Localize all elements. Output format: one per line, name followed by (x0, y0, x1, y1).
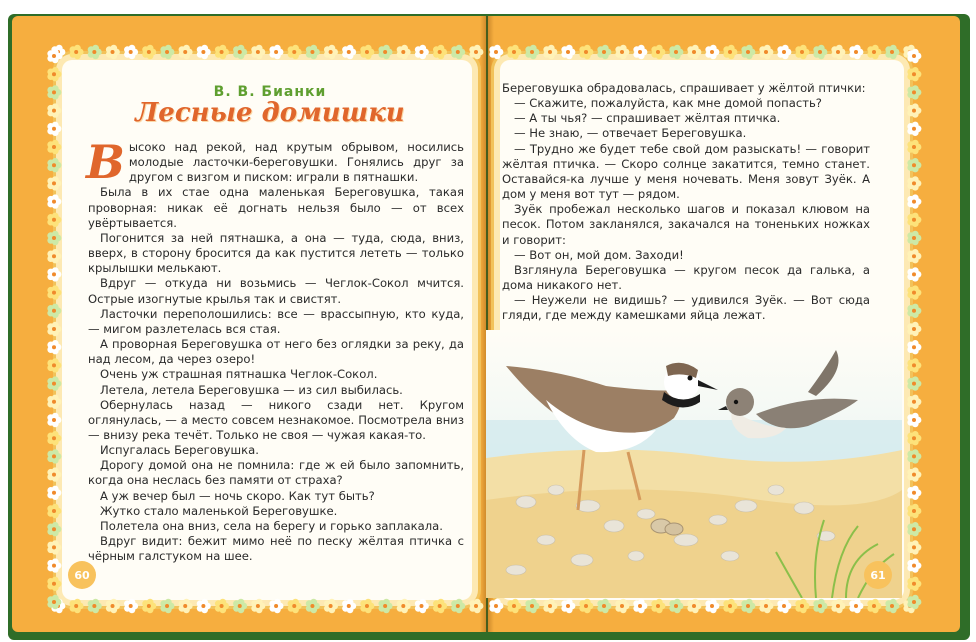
paragraph: — Вот он, мой дом. Заходи! (514, 247, 684, 262)
paragraph: Погонится за ней пятнашка, а она — туда, сюда, вниз, вверх, в сторону бросится да как пустится лететь — только крылышки мелькают. (88, 230, 464, 276)
story-title: Лесные домишки (135, 98, 405, 128)
paragraph: Ласточки переполошились: все — врассыпную, кто куда, — мигом разлетелась вся стая. (88, 306, 464, 336)
paragraph: А проворная Береговушка от него без оглядки за реку, да над лесом, да через озеро! (88, 337, 464, 367)
paragraph: Вдруг видит: бежит мимо неё по песку жёлтая птичка с чёрным галстуком на шее. (88, 534, 464, 564)
right-page-text (502, 81, 870, 324)
page-number-left: 60 (68, 561, 96, 589)
paragraph: Очень уж страшная пятнашка Чеглок-Сокол. (100, 367, 378, 382)
paragraph: — Скажите, пожалуйста, как мне домой попасть? (514, 96, 822, 111)
paragraph: Жутко стало маленькой Береговушке. (100, 503, 338, 518)
paragraph: Обернулась назад — никого сзади нет. Кругом оглянулась, — а место совсем незнакомое. Посмотрела вниз — внизу река течёт. Только не своя — чужая какая-то. (88, 397, 464, 442)
paragraph: А уж вечер был — ночь скоро. Как тут быть? (100, 488, 375, 503)
left-page-text (86, 135, 464, 564)
paragraph: Была в их стае одна маленькая Береговушка, такая проворная: никак её догнать нельзя было — от всех увёртывается. (88, 185, 464, 230)
paragraph: Испугалась Береговушка. (100, 443, 259, 458)
paragraph: Полетела она вниз, села на берегу и горько заплакала. (100, 518, 443, 533)
birds-illustration (486, 330, 902, 598)
paragraph: Вдруг — откуда ни возьмись — Чеглок-Сокол мчится. Острые изогнутые крылья так и свистят. (88, 276, 464, 306)
paragraph: — А ты чья? — спрашивает жёлтая птичка. (514, 111, 781, 126)
paragraph: — Не знаю, — отвечает Береговушка. (514, 126, 747, 141)
paragraph: Береговушка обрадовалась, спрашивает у жёлтой птички: (502, 81, 866, 95)
author-name: В. В. Бианки (213, 84, 327, 100)
drop-cap: В (86, 135, 125, 189)
page-number-right: 61 (864, 561, 892, 589)
paragraph: Летела, летела Береговушка — из сил выбилась. (100, 382, 403, 397)
paragraph: — Неужели не видишь? — удивился Зуёк. — Вот сюда гляди, где между камешками яйца лежат. (502, 293, 870, 323)
paragraph: Взглянула Береговушка — кругом песок да галька, а дома никакого нет. (502, 262, 870, 293)
paragraph: Дорогу домой она не помнила: где ж ей было запомнить, когда она неслась без памяти от страха? (88, 458, 464, 488)
paragraph: ысоко над рекой, над крутым обрывом, носились молодые ласточки-береговушки. Гонялись друг за другом с визгом и писком: играли в пятнашки. (128, 140, 464, 185)
paragraph: — Трудно же будет тебе свой дом разыскать! — говорит жёлтая птичка. — Скоро солнце закатится, темно станет. Оставайся-ка лучше у меня ночевать. Меня зовут Зуёк. А дом у меня вот тут — рядом. (502, 141, 870, 202)
paragraph: Зуёк пробежал несколько шагов и показал клювом на песок. Потом закланялся, закачался на тоненьких ножках и говорит: (502, 202, 870, 247)
